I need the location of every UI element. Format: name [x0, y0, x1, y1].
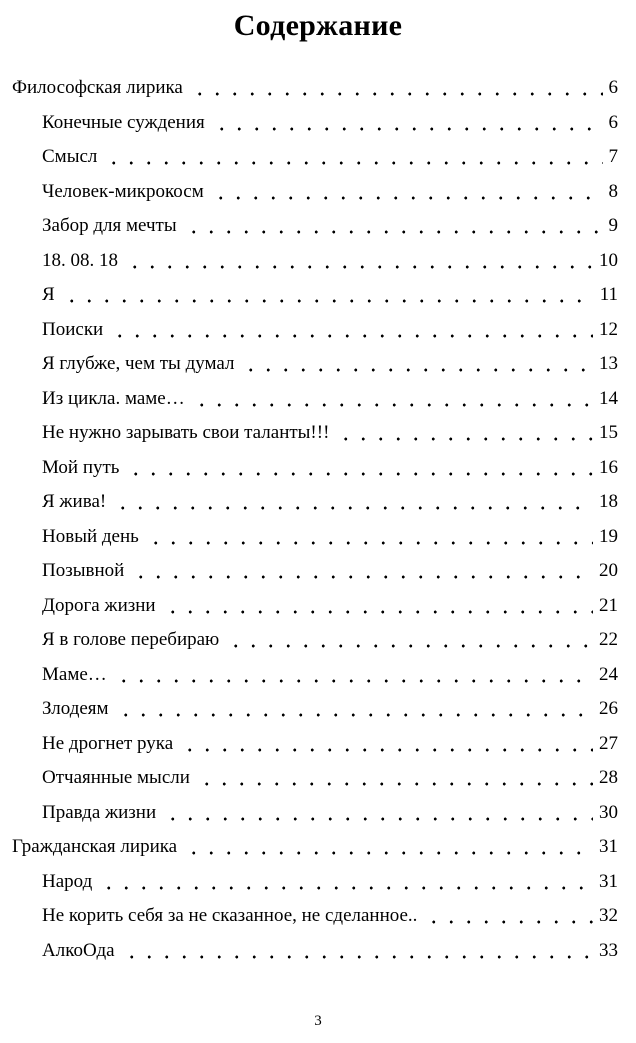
- toc-item[interactable]: [42, 145, 618, 169]
- toc-entry-title: Злодеям: [42, 698, 109, 719]
- dot-leader: [123, 955, 593, 959]
- dot-leader: [164, 817, 593, 821]
- toc-entry-title: 18. 08. 18: [42, 249, 118, 271]
- dot-leader: [213, 127, 603, 131]
- toc-entry-page: 31: [599, 870, 618, 892]
- toc-entry-page: 32: [599, 905, 618, 926]
- page-title: Содержание: [233, 9, 403, 42]
- toc-item[interactable]: [42, 525, 618, 549]
- dot-leader: [100, 886, 593, 890]
- toc-section[interactable]: [12, 76, 618, 100]
- toc-entry-page: 7: [608, 146, 618, 167]
- toc-item[interactable]: [42, 628, 618, 652]
- dot-leader: [147, 541, 593, 545]
- toc-entry-page: 6: [608, 111, 618, 133]
- toc-item[interactable]: [42, 283, 618, 307]
- toc-entry-title: Я: [42, 284, 55, 305]
- toc-entry-title: Конечные суждения: [42, 111, 205, 133]
- toc-entry-title: Правда жизни: [42, 801, 157, 823]
- toc-entry-page: 8: [608, 180, 618, 202]
- dot-leader: [181, 748, 593, 752]
- dot-leader: [425, 920, 593, 924]
- toc-entry-title: Мой путь: [42, 456, 120, 478]
- toc-entry-page: 20: [599, 560, 618, 581]
- toc-item[interactable]: [42, 801, 618, 825]
- toc-entry-title: Не нужно зарывать свои таланты!!!: [42, 422, 330, 443]
- dot-leader: [227, 644, 593, 648]
- toc-item[interactable]: [42, 490, 618, 514]
- toc-entry-page: 31: [599, 836, 618, 857]
- toc-item[interactable]: [42, 456, 618, 480]
- dot-leader: [105, 161, 602, 165]
- toc-entry-title: Позывной: [42, 560, 125, 581]
- dot-leader: [117, 713, 593, 717]
- dot-leader: [114, 506, 593, 510]
- toc-item[interactable]: [42, 180, 618, 204]
- toc-entry-page: 30: [599, 801, 618, 823]
- toc-entry-page: 24: [599, 663, 618, 685]
- toc-entry-title: Дорога жизни: [42, 594, 156, 616]
- dot-leader: [185, 230, 603, 234]
- toc-item[interactable]: [42, 352, 618, 376]
- toc-entry-page: 9: [608, 215, 618, 236]
- toc-entry-title: Не дрогнет рука: [42, 732, 174, 754]
- dot-leader: [198, 782, 593, 786]
- toc-item[interactable]: [42, 663, 618, 687]
- dot-leader: [164, 610, 593, 614]
- toc-entry-page: 10: [599, 249, 618, 271]
- dot-leader: [126, 265, 593, 269]
- toc-entry-page: 27: [599, 732, 618, 754]
- dot-leader: [185, 851, 593, 855]
- toc-entry-title: Народ: [42, 870, 93, 892]
- dot-leader: [115, 679, 593, 683]
- dot-leader: [193, 403, 593, 407]
- dot-leader: [337, 437, 593, 441]
- toc-item[interactable]: [42, 732, 618, 756]
- toc-entry-title: Гражданская лирика: [12, 836, 178, 857]
- dot-leader: [212, 196, 603, 200]
- dot-leader: [63, 299, 594, 303]
- toc-item[interactable]: [42, 249, 618, 273]
- toc-item[interactable]: [42, 559, 618, 583]
- toc-entry-title: Из цикла. маме…: [42, 387, 185, 409]
- toc-entry-page: 21: [599, 594, 618, 616]
- toc-item[interactable]: [42, 870, 618, 894]
- toc-entry-page: 28: [599, 767, 618, 788]
- toc-entry-title: Поиски: [42, 318, 104, 340]
- toc-item[interactable]: [42, 766, 618, 790]
- toc-item[interactable]: [42, 318, 618, 342]
- toc-entry-page: 33: [599, 939, 618, 961]
- toc-item[interactable]: [42, 904, 618, 928]
- toc-item[interactable]: [42, 697, 618, 721]
- page-number: 3: [314, 1013, 322, 1029]
- toc-entry-page: 18: [599, 491, 618, 512]
- toc-entry-page: 14: [599, 387, 618, 409]
- toc-entry-page: 22: [599, 629, 618, 650]
- dot-leader: [191, 92, 603, 96]
- toc-entry-title: Маме…: [42, 663, 107, 685]
- dot-leader: [111, 334, 593, 338]
- toc-entry-page: 26: [599, 698, 618, 719]
- toc-entry-page: 19: [599, 525, 618, 547]
- toc-entry-page: 12: [599, 318, 618, 340]
- toc-entry-title: Смысл: [42, 146, 98, 167]
- dot-leader: [132, 575, 593, 579]
- toc-item[interactable]: [42, 111, 618, 135]
- toc-entry-page: 16: [599, 456, 618, 478]
- toc-entry-title: Забор для мечты: [42, 215, 177, 236]
- dot-leader: [127, 472, 593, 476]
- toc-item[interactable]: [42, 214, 618, 238]
- toc-entry-title: АлкоОда: [42, 939, 115, 961]
- toc-entry-title: Не корить себя за не сказанное, не сделанное..: [42, 905, 418, 926]
- dot-leader: [242, 368, 593, 372]
- toc-entry-title: Философская лирика: [12, 77, 183, 98]
- toc-item[interactable]: [42, 939, 618, 963]
- toc-entry-page: 15: [599, 422, 618, 443]
- toc-entry-title: Я глубже, чем ты думал: [42, 353, 235, 374]
- toc-entry-title: Я в голове перебираю: [42, 629, 220, 650]
- toc-item[interactable]: [42, 421, 618, 445]
- toc-entry-page: 11: [599, 284, 618, 305]
- toc-entry-page: 13: [599, 353, 618, 374]
- toc-entry-title: Я жива!: [42, 491, 107, 512]
- toc-entry-page: 6: [608, 77, 618, 98]
- toc-entry-title: Человек-микрокосм: [42, 180, 204, 202]
- toc-item[interactable]: [42, 387, 618, 411]
- toc-section[interactable]: [12, 835, 618, 859]
- toc-item[interactable]: [42, 594, 618, 618]
- toc-entry-title: Новый день: [42, 525, 139, 547]
- toc-entry-title: Отчаянные мысли: [42, 767, 190, 788]
